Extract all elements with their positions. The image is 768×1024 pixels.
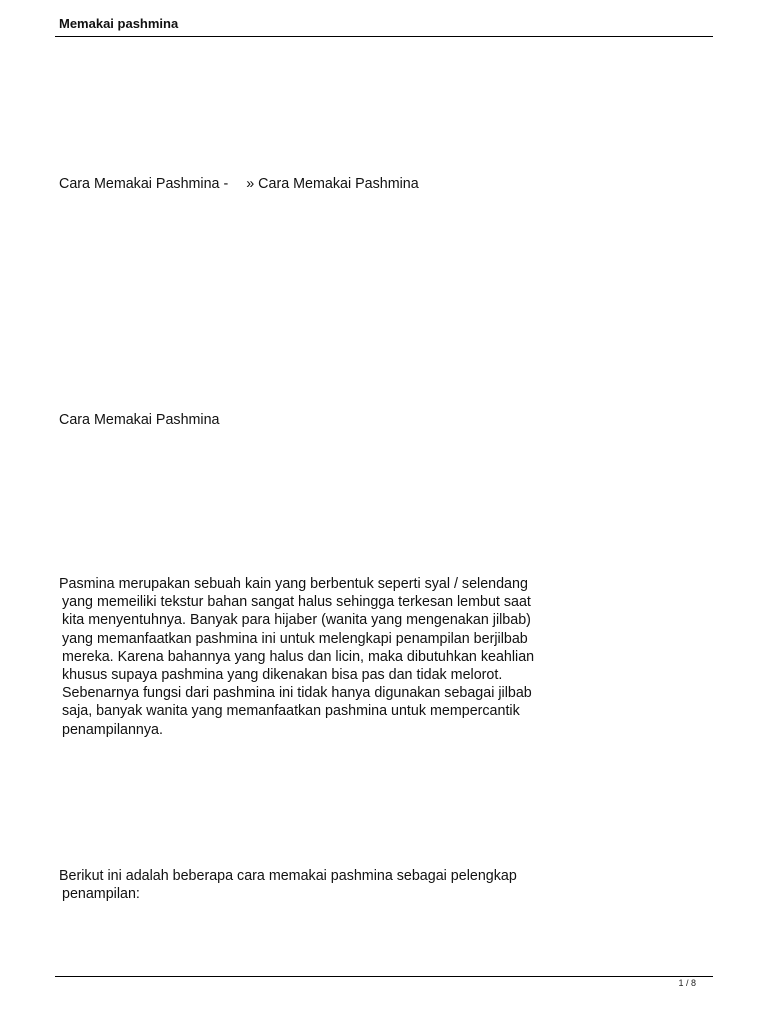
- footer-divider: [55, 976, 713, 977]
- breadcrumb-part-1: Cara Memakai Pashmina -: [59, 176, 229, 192]
- paragraph-intro: [59, 575, 534, 739]
- paragraph-line: saja, banyak wanita yang memanfaatkan pashmina untuk mempercantik: [62, 703, 520, 720]
- paragraph-line: penampilannya.: [62, 721, 163, 738]
- breadcrumb: [59, 175, 419, 193]
- paragraph-list-intro: [59, 867, 517, 903]
- paragraph-line: penampilan:: [62, 886, 140, 903]
- paragraph-line: Berikut ini adalah beberapa cara memakai pashmina sebagai pelengkap: [59, 868, 517, 884]
- paragraph-line: Pasmina merupakan sebuah kain yang berbentuk seperti syal / selendang: [59, 576, 528, 592]
- paragraph-line: khusus supaya pashmina yang dikenakan bisa pas dan tidak melorot.: [62, 667, 503, 684]
- header-divider: [55, 36, 713, 37]
- paragraph-line: mereka. Karena bahannya yang halus dan licin, maka dibutuhkan keahlian: [62, 648, 535, 665]
- document-header-title: Memakai pashmina: [59, 16, 179, 31]
- paragraph-line: kita menyentuhnya. Banyak para hijaber (wanita yang mengenakan jilbab): [62, 612, 531, 629]
- page-number: 1 / 8: [678, 978, 696, 988]
- paragraph-line: yang memeiliki tekstur bahan sangat halus sehingga terkesan lembut saat: [62, 594, 531, 611]
- article-heading: Cara Memakai Pashmina: [59, 412, 220, 428]
- paragraph-line: yang memanfaatkan pashmina ini untuk melengkapi penampilan berjilbab: [62, 630, 528, 647]
- breadcrumb-part-2: » Cara Memakai Pashmina: [246, 176, 419, 192]
- paragraph-line: Sebenarnya fungsi dari pashmina ini tidak hanya digunakan sebagai jilbab: [62, 685, 532, 702]
